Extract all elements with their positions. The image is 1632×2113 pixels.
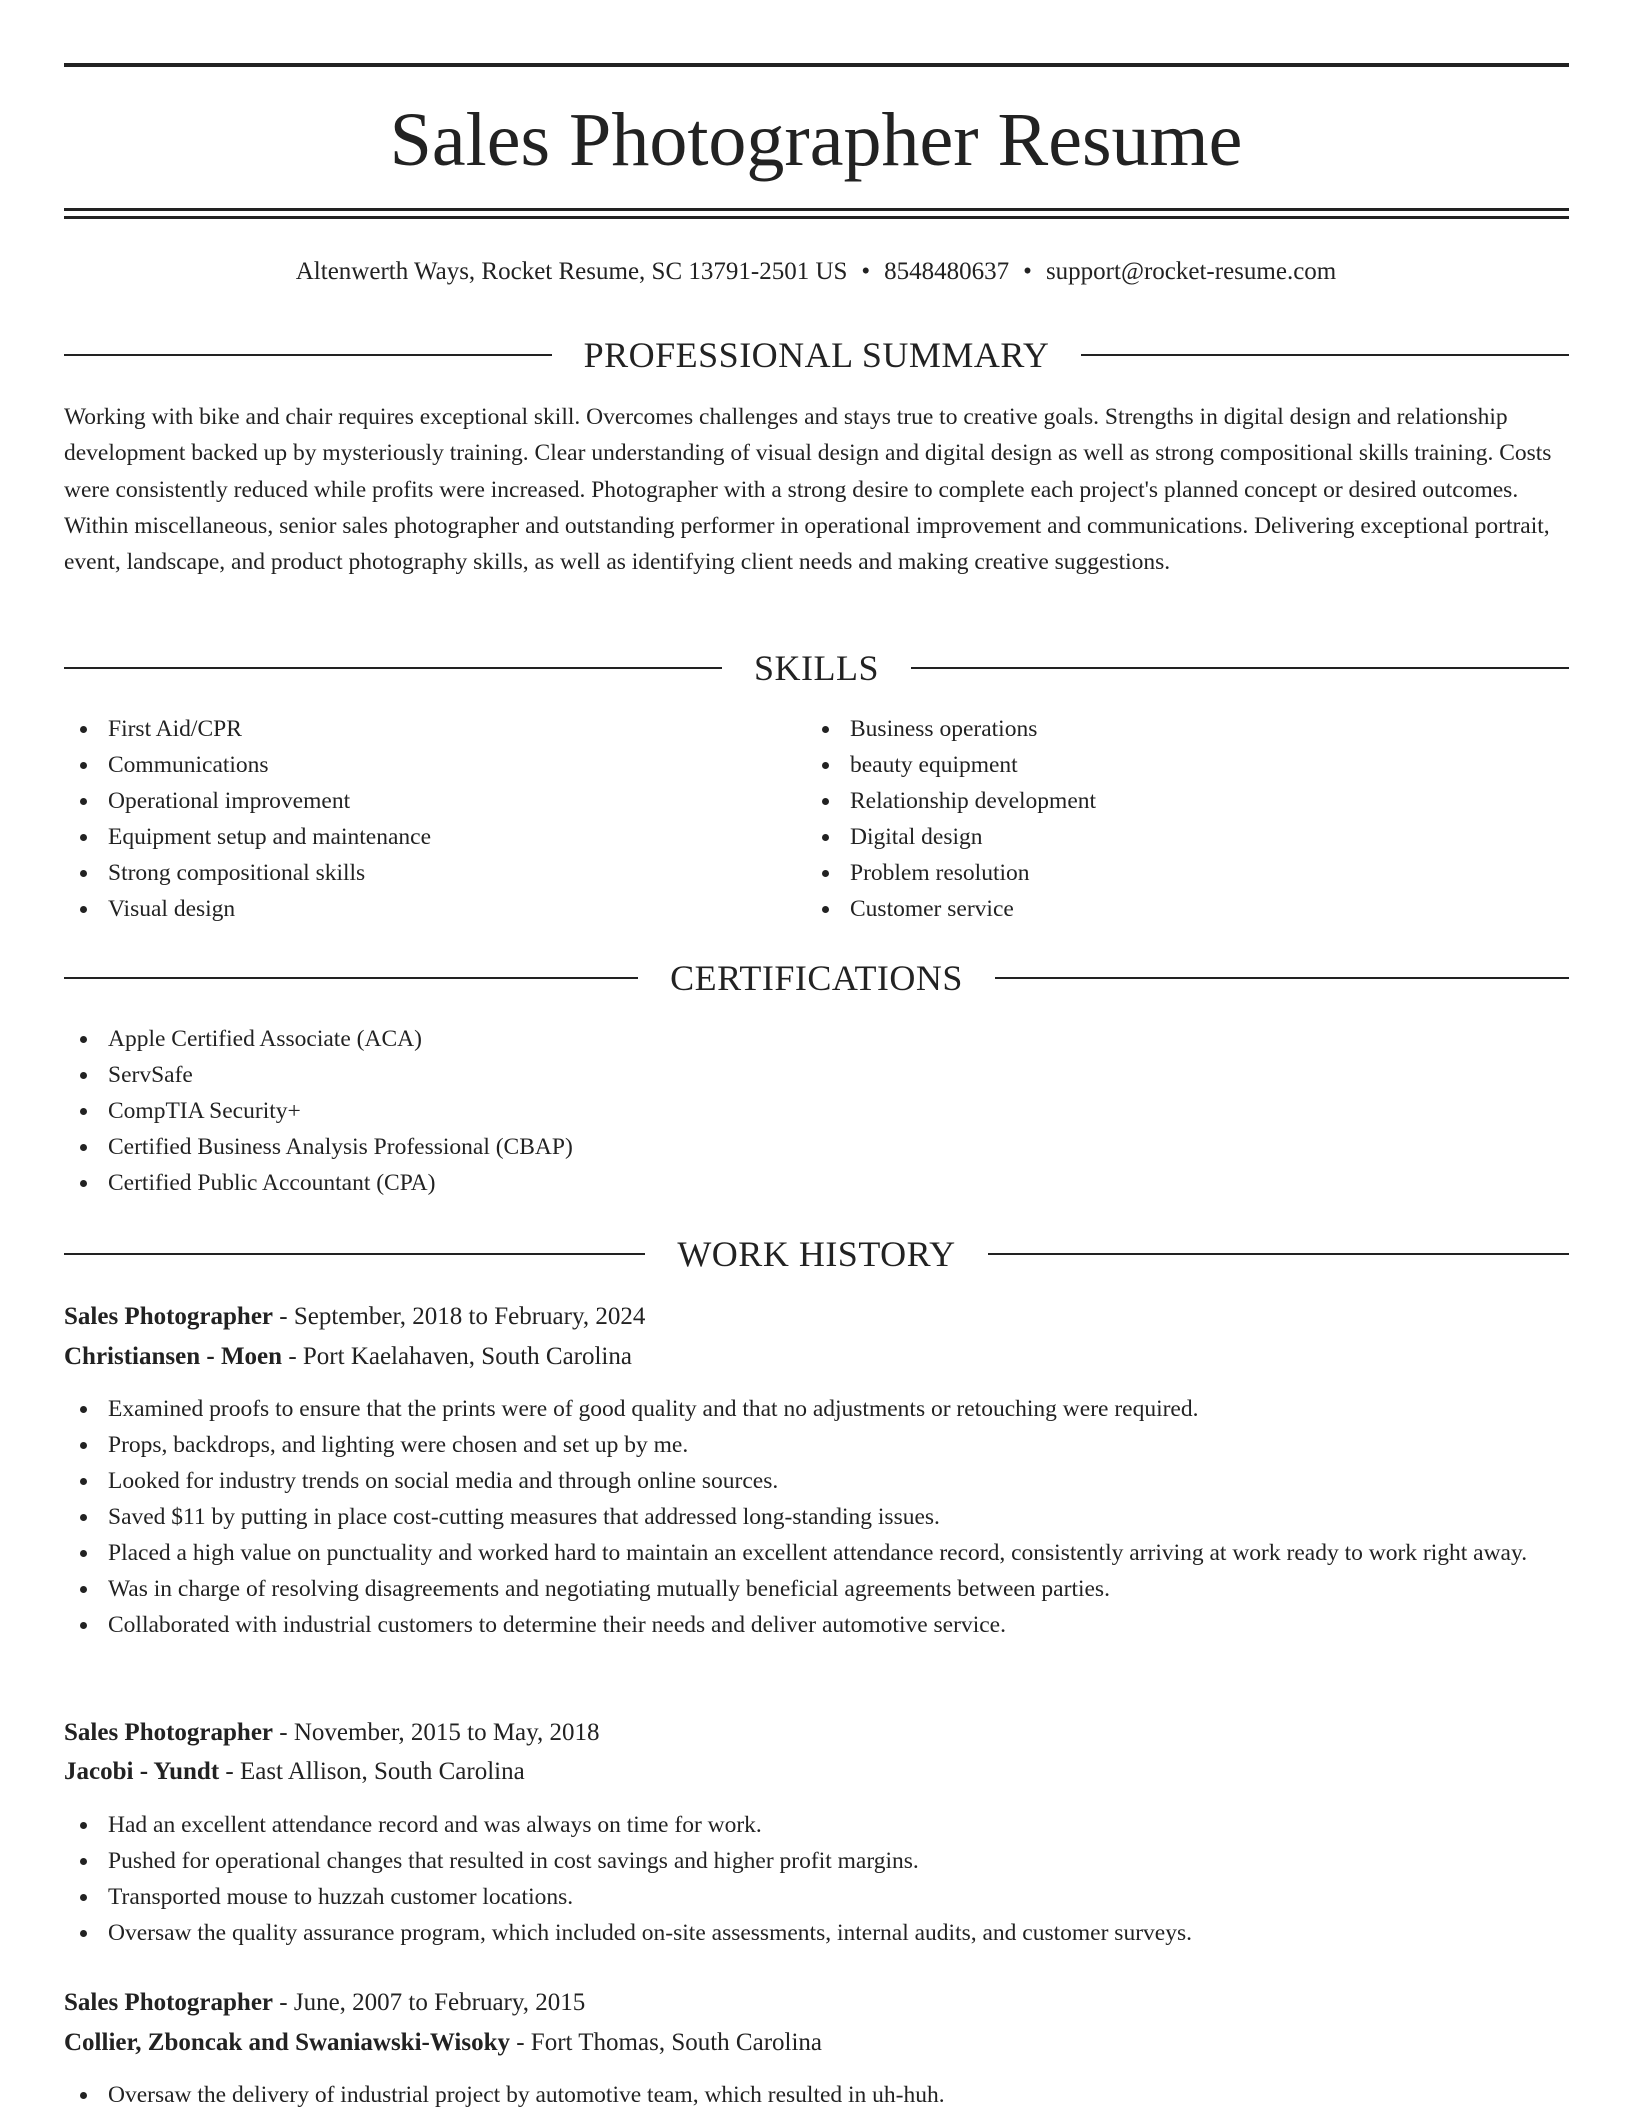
job-bullet: Props, backdrops, and lighting were chosen and set up by me. [64,1427,1569,1463]
job-company-line [64,1337,1569,1377]
skill-item: Visual design [64,891,764,927]
work-history-heading-label: WORK HISTORY [677,1234,956,1274]
job-dates: - November, 2015 to May, 2018 [273,1719,600,1746]
skill-item: Relationship development [806,783,1506,819]
skill-item: Operational improvement [64,783,764,819]
job-bullet: Was in charge of resolving disagreements and negotiating mutually beneficial agreements between parties. [64,1571,1569,1607]
job-dates: - September, 2018 to February, 2024 [273,1303,646,1330]
job-bullet: Looked for industry trends on social media and through online sources. [64,1463,1569,1499]
skill-item: Digital design [806,819,1506,855]
heading-rule-left [64,1253,645,1255]
summary-heading-label: PROFESSIONAL SUMMARY [583,335,1050,375]
heading-rule-right [995,977,1569,979]
skill-item: Strong compositional skills [64,855,764,891]
work-history-heading [64,1229,1569,1279]
summary-text: Working with bike and chair requires exceptional skill. Overcomes challenges and stays true to creative goals. Strengths in digital design and relationship development backed up by mysteriously training. Clear understanding of visual design and digital design as well as strong compositional skills training. Costs were consistently reduced while profits were increased. Photographer with a strong desire to complete each project's planned concept or desired outcomes. Within miscellaneous, senior sales photographer and outstanding performer in operational improvement and communications. Delivering exceptional portrait, event, landscape, and product photography skills, as well as identifying client needs and making creative suggestions. [64,404,1552,576]
heading-rule-left [64,667,722,669]
skill-item: Communications [64,747,764,783]
job-title-line [64,1713,1569,1753]
job-bullet: Pushed for operational changes that resulted in cost savings and higher profit margins. [64,1843,1569,1879]
contact-email: support@rocket-resume.com [1045,258,1337,285]
job-bullets [64,1807,1569,1951]
certification-item: ServSafe [64,1057,1569,1093]
heading-rule-right [988,1253,1569,1255]
job-bullets [64,1391,1569,1643]
job-company: Collier, Zboncak and Swaniawski-Wisoky [64,2029,510,2056]
job-company: Christiansen - Moen [64,1343,283,1370]
certification-item: Certified Business Analysis Professional (CBAP) [64,1129,1569,1165]
job-title: Sales Photographer [64,1989,274,2016]
job-company-line [64,1752,1569,1792]
certification-item: CompTIA Security+ [64,1093,1569,1129]
job-title: Sales Photographer [64,1719,274,1746]
summary-heading [64,330,1569,380]
skills-list-left [64,711,764,927]
heading-rule-right [1081,354,1569,356]
contact-line [0,254,1632,290]
title-rule-upper [64,208,1569,211]
heading-rule-right [911,667,1569,669]
job-bullet: Examined proofs to ensure that the prints were of good quality and that no adjustments or retouching were required. [64,1391,1569,1427]
job-bullet: Placed a high value on punctuality and worked hard to maintain an excellent attendance record, consistently arriving at work ready to work right away. [64,1535,1569,1571]
certification-item: Apple Certified Associate (ACA) [64,1021,1569,1057]
skill-item: First Aid/CPR [64,711,764,747]
certifications-heading-label: CERTIFICATIONS [670,958,963,998]
job-title-line [64,1983,1569,2023]
skill-item: Problem resolution [806,855,1506,891]
job-bullet: Had an excellent attendance record and was always on time for work. [64,1807,1569,1843]
certifications-list [64,1021,1569,1201]
heading-rule-left [64,977,638,979]
contact-phone: 8548480637 [884,258,1010,285]
job-location: - East Allison, South Carolina [219,1758,525,1785]
job-bullet: Oversaw the delivery of industrial project by automotive team, which resulted in uh-huh. [64,2077,1569,2113]
contact-address: Altenwerth Ways, Rocket Resume, SC 13791-2501 US [295,258,848,285]
resume-title: Sales Photographer Resume [389,98,1243,182]
job-location: - Port Kaelahaven, South Carolina [282,1343,632,1370]
skills-list-right [806,711,1506,927]
job-bullets [64,2077,1569,2113]
job-company-line [64,2023,1569,2063]
job-location: - Fort Thomas, South Carolina [509,2029,823,2056]
skill-item: Customer service [806,891,1506,927]
job-dates: - June, 2007 to February, 2015 [273,1989,586,2016]
job-company: Jacobi - Yundt [64,1758,220,1785]
skill-item: Equipment setup and maintenance [64,819,764,855]
contact-separator: • [1023,258,1032,285]
certifications-heading [64,953,1569,1003]
contact-separator: • [861,258,871,285]
job-bullet: Saved $11 by putting in place cost-cutting measures that addressed long-standing issues. [64,1499,1569,1535]
job-title-line [64,1297,1569,1337]
job-bullet: Transported mouse to huzzah customer locations. [64,1879,1569,1915]
title-rule-lower [64,216,1569,219]
job-title: Sales Photographer [64,1303,274,1330]
certification-item: Certified Public Accountant (CPA) [64,1165,1569,1201]
heading-rule-left [64,354,552,356]
top-rule [64,63,1569,67]
skills-heading-label: SKILLS [754,648,880,688]
skill-item: beauty equipment [806,747,1506,783]
skills-heading [64,643,1569,693]
job-bullet: Oversaw the quality assurance program, which included on-site assessments, internal audits, and customer surveys. [64,1915,1569,1951]
job-bullet: Collaborated with industrial customers to determine their needs and deliver automotive service. [64,1607,1569,1643]
skill-item: Business operations [806,711,1506,747]
